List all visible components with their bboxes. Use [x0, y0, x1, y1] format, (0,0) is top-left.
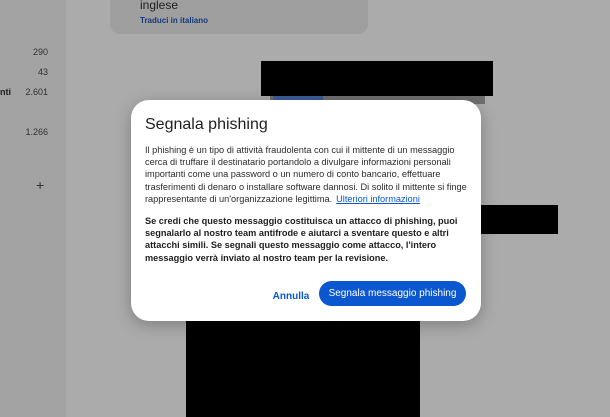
dialog-title: Segnala phishing: [145, 116, 268, 133]
dialog-body: [145, 144, 467, 264]
report-phishing-dialog: [131, 100, 481, 321]
report-explanation: Se credi che questo messaggio costituisca un attacco di phishing, puoi segnalarlo al nostro team antifrode e aiutarci a sventare questo e altri attacchi simili. Se segnali questo messaggio come attacco, l'intero messaggio verrà inviato al nostro team per la revisione.: [145, 216, 458, 263]
translate-language: inglese: [140, 0, 179, 12]
redacted-block: [261, 61, 493, 96]
folder-count: 290: [32, 47, 48, 57]
folder-counts: [0, 0, 66, 417]
add-label-button[interactable]: +: [36, 177, 45, 193]
phishing-explanation: Il phishing è un tipo di attività fraudolenta con cui il mittente di un messaggio cerca di truffare il destinatario portandolo a divulgare informazioni personali importanti come una password o un numero di conto bancario, effettuare trasferimenti di denaro o installare software dannosi. Di solito il mittente si finge rappresentante di un'organizzazione legittima.: [145, 145, 467, 204]
more-info-link[interactable]: Ulteriori informazioni: [336, 193, 420, 204]
folder-count: 43: [37, 67, 48, 77]
translate-card: [110, 0, 368, 34]
folder-count: 2.601: [25, 87, 48, 97]
cancel-button[interactable]: Annulla: [267, 284, 315, 308]
folder-count: 1.266: [25, 127, 48, 137]
redacted-block: [186, 310, 420, 417]
report-phishing-button[interactable]: Segnala messaggio phishing: [319, 281, 466, 306]
translate-link[interactable]: Traduci in italiano: [140, 16, 209, 25]
dialog-description: [145, 144, 467, 205]
folder-label-partial: nti: [0, 87, 11, 97]
